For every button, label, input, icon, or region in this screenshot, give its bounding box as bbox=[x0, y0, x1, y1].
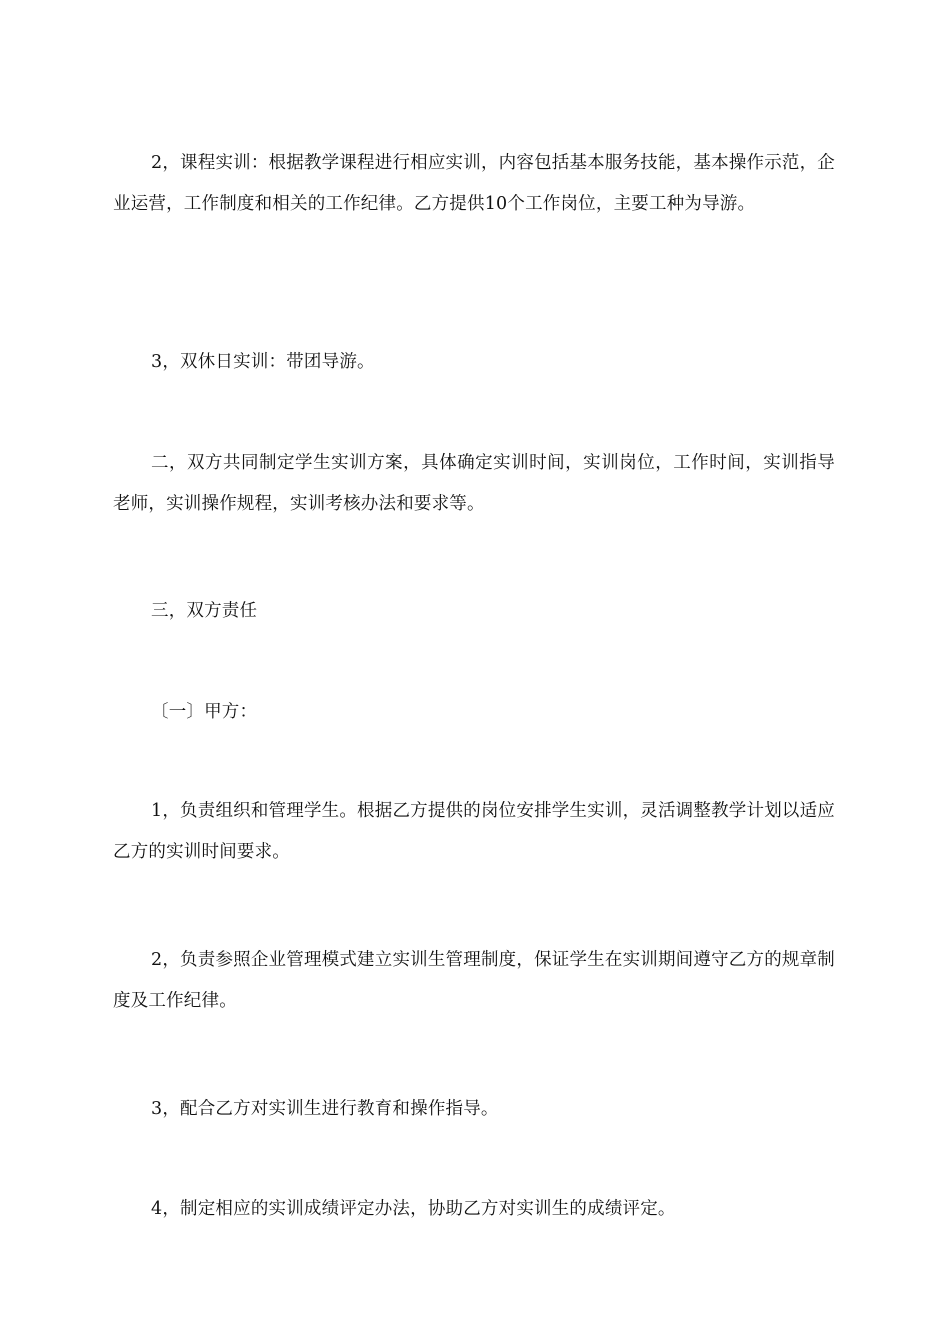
paragraph-item-1: 1，负责组织和管理学生。根据乙方提供的岗位安排学生实训，灵活调整教学计划以适应乙方的实训时间要求。 bbox=[113, 801, 835, 862]
section-heading-responsibilities: 三，双方责任 bbox=[151, 601, 258, 621]
paragraph-item-3: 3，配合乙方对实训生进行教育和操作指导。 bbox=[151, 1099, 499, 1119]
subsection-heading-party-a: 〔一〕甲方： bbox=[151, 702, 258, 722]
paragraph-item-2: 2，负责参照企业管理模式建立实训生管理制度，保证学生在实训期间遵守乙方的规章制度及工作纪律。 bbox=[113, 950, 835, 1011]
paragraph-item-4: 4，制定相应的实训成绩评定办法，协助乙方对实训生的成绩评定。 bbox=[151, 1199, 676, 1219]
paragraph-weekend-training: 3，双休日实训：带团导游。 bbox=[151, 352, 375, 372]
paragraph-training-plan: 二，双方共同制定学生实训方案，具体确定实训时间，实训岗位，工作时间，实训指导老师，实训操作规程，实训考核办法和要求等。 bbox=[113, 453, 835, 514]
paragraph-course-training: 2，课程实训：根据教学课程进行相应实训，内容包括基本服务技能，基本操作示范，企业运营，工作制度和相关的工作纪律。乙方提供10个工作岗位，主要工种为导游。 bbox=[113, 153, 835, 214]
